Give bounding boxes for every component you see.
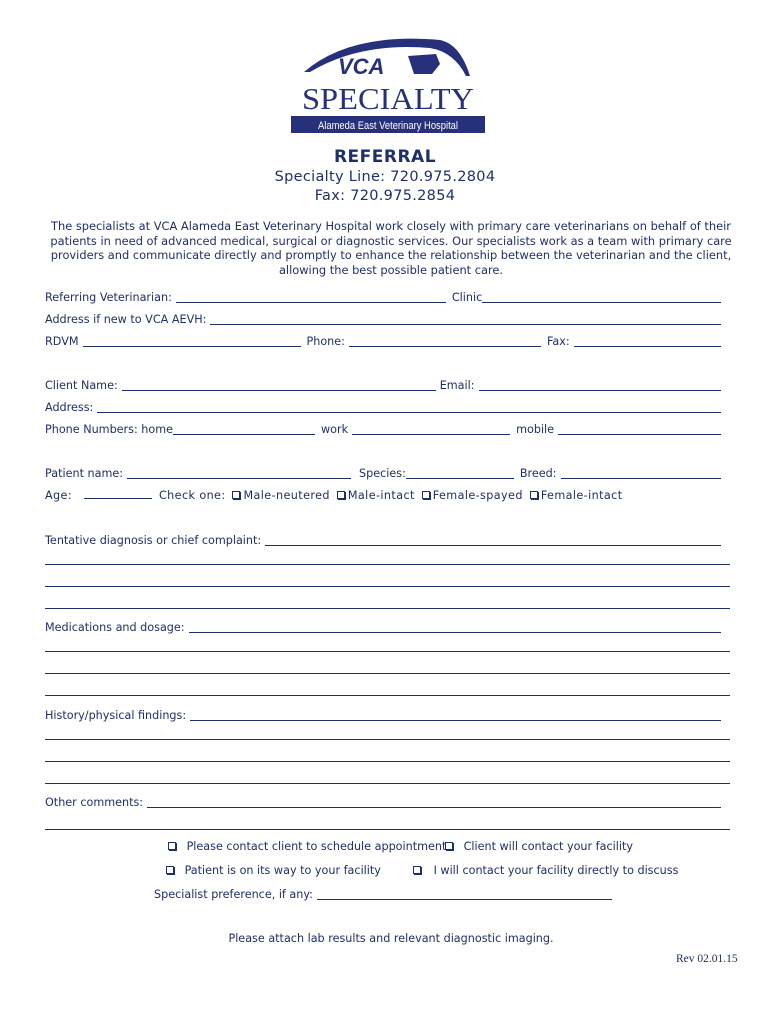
- vet-fax-field[interactable]: [574, 337, 721, 347]
- other-comments-field[interactable]: [147, 798, 721, 808]
- revision-label: Rev 02.01.15: [676, 953, 738, 965]
- female-spayed-checkbox[interactable]: [422, 491, 430, 499]
- i-will-contact-option[interactable]: [410, 864, 678, 877]
- client-phone-mobile-field[interactable]: [558, 425, 721, 435]
- intro-paragraph: The specialists at VCA Alameda East Veterinary Hospital work closely with primary care veterinarians on behalf of their patients in need of advanced medical, surgical or diagnostic services. Our specialists work as a team with primary care providers and communicate directly and promptly to enhance the relationship between the veterinarian and the client, allowing the best possible patient care.: [50, 219, 732, 277]
- medications-label: Medications and dosage:: [45, 621, 185, 634]
- client-email-field[interactable]: [479, 381, 721, 391]
- other-comments-row: [45, 795, 721, 809]
- referring-vet-label: Referring Veterinarian:: [45, 291, 172, 304]
- species-label: Species:: [359, 467, 406, 480]
- vet-address-field[interactable]: [210, 315, 721, 325]
- patient-on-way-option[interactable]: [163, 864, 381, 877]
- vet-phone-field[interactable]: [349, 337, 541, 347]
- other-comments-label: Other comments:: [45, 796, 144, 809]
- male-neutered-label: Male-neutered: [243, 489, 330, 502]
- client-address-field[interactable]: [97, 403, 721, 413]
- clinic-label: Clinic: [451, 291, 483, 304]
- logo-brand: VCA: [338, 54, 385, 79]
- client-phone-home-field[interactable]: [173, 425, 315, 435]
- patient-row: [45, 466, 721, 480]
- check-one-label: Check one:: [158, 489, 226, 502]
- diagnosis-line[interactable]: [45, 586, 730, 587]
- clinic-field[interactable]: [482, 293, 721, 303]
- client-name-label: Client Name:: [45, 379, 118, 392]
- patient-name-label: Patient name:: [45, 467, 124, 480]
- patient-on-way-label: Patient is on its way to your facility: [184, 864, 381, 877]
- female-spayed-label: Female-spayed: [432, 489, 523, 502]
- medications-line[interactable]: [45, 695, 730, 696]
- breed-label: Breed:: [519, 467, 557, 480]
- diagnosis-line[interactable]: [45, 564, 730, 565]
- medications-line[interactable]: [45, 651, 730, 652]
- male-neutered-checkbox[interactable]: [232, 491, 240, 499]
- client-phone-mobile-label: mobile: [516, 423, 555, 436]
- i-will-contact-checkbox[interactable]: [413, 866, 421, 874]
- specialist-preference-label: Specialist preference, if any:: [154, 888, 313, 901]
- logo-name: SPECIALTY: [302, 81, 474, 116]
- client-address-label: Address:: [45, 401, 94, 414]
- logo-map-shape: [408, 54, 440, 74]
- species-field[interactable]: [406, 469, 514, 479]
- client-name-field[interactable]: [122, 381, 436, 391]
- age-field[interactable]: [84, 490, 152, 499]
- form-title: REFERRAL: [333, 147, 437, 167]
- breed-field[interactable]: [561, 469, 721, 479]
- history-label: History/physical findings:: [45, 709, 187, 722]
- age-label: Age:: [45, 489, 73, 502]
- diagnosis-field[interactable]: [265, 536, 721, 546]
- client-phone-home-label: Phone Numbers: home: [45, 423, 174, 436]
- specialist-preference-field[interactable]: [317, 890, 612, 900]
- i-will-contact-label: I will contact your facility directly to discuss: [433, 864, 679, 877]
- logo-hospital: Alameda East Veterinary Hospital: [318, 120, 458, 132]
- client-phone-work-label: work: [321, 423, 349, 436]
- other-comments-line[interactable]: [45, 829, 730, 830]
- vet-address-label: Address if new to VCA AEVH:: [45, 313, 207, 326]
- client-will-contact-label: Client will contact your facility: [463, 840, 633, 853]
- female-intact-checkbox[interactable]: [530, 491, 538, 499]
- male-intact-label: Male-intact: [347, 489, 415, 502]
- patient-on-way-checkbox[interactable]: [166, 866, 174, 874]
- contact-client-option[interactable]: [165, 840, 446, 853]
- specialist-preference-row: [154, 887, 612, 901]
- client-email-label: Email:: [439, 379, 475, 392]
- fax-number: Fax: 720.975.2854: [314, 188, 456, 204]
- history-row: [45, 708, 721, 722]
- contact-client-label: Please contact client to schedule appointment: [186, 840, 447, 853]
- contact-client-checkbox[interactable]: [168, 842, 176, 850]
- client-address-row: [45, 400, 721, 414]
- diagnosis-label: Tentative diagnosis or chief complaint:: [45, 534, 262, 547]
- history-line[interactable]: [45, 761, 730, 762]
- client-phone-work-field[interactable]: [352, 425, 510, 435]
- medications-field[interactable]: [189, 623, 721, 633]
- diagnosis-row: [45, 533, 721, 547]
- patient-name-field[interactable]: [127, 469, 351, 479]
- history-line[interactable]: [45, 739, 730, 740]
- age-sex-row: [45, 489, 622, 502]
- client-phone-row: [45, 422, 721, 436]
- rdvm-field[interactable]: [83, 337, 301, 347]
- rdvm-label: RDVM: [45, 335, 79, 348]
- male-intact-checkbox[interactable]: [337, 491, 345, 499]
- client-will-contact-checkbox[interactable]: [445, 842, 453, 850]
- attach-note: Please attach lab results and relevant diagnostic imaging.: [228, 932, 554, 945]
- vet-address-row: [45, 312, 721, 326]
- client-name-row: [45, 378, 721, 392]
- female-intact-label: Female-intact: [540, 489, 623, 502]
- history-field[interactable]: [190, 711, 721, 721]
- medications-row: [45, 620, 721, 634]
- medications-line[interactable]: [45, 673, 730, 674]
- vca-specialty-logo: [290, 38, 486, 136]
- rdvm-row: [45, 334, 721, 348]
- vet-fax-label: Fax:: [546, 335, 570, 348]
- vet-phone-label: Phone:: [306, 335, 345, 348]
- referring-vet-row: [45, 290, 721, 304]
- specialty-line: Specialty Line: 720.975.2804: [274, 169, 496, 185]
- logo-swoosh: [304, 39, 470, 76]
- history-line[interactable]: [45, 783, 730, 784]
- referring-vet-field[interactable]: [176, 293, 446, 303]
- vca-logo-graphic: [290, 38, 486, 136]
- diagnosis-line[interactable]: [45, 608, 730, 609]
- client-will-contact-option[interactable]: [442, 840, 633, 853]
